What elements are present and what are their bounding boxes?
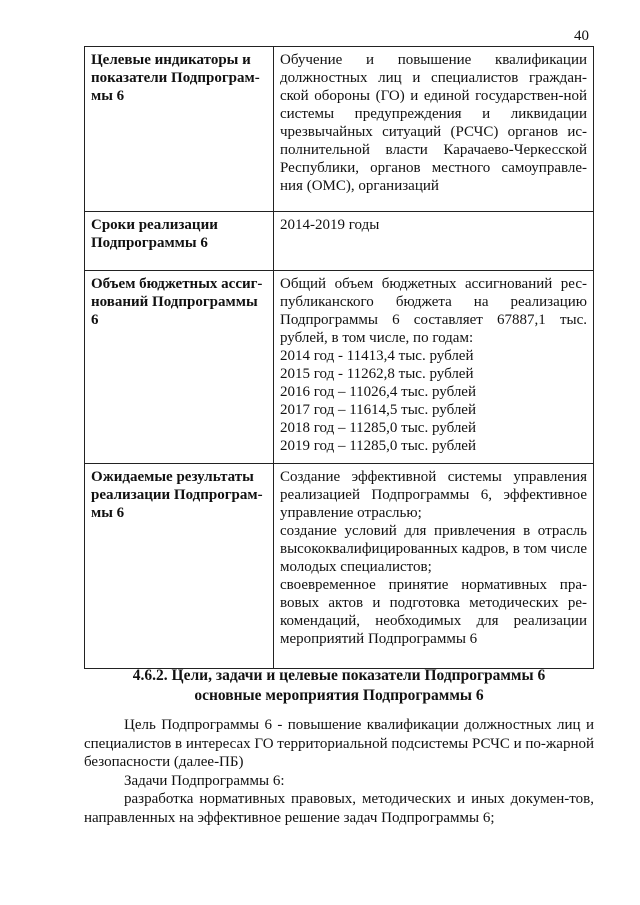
row-label-indicators: Целевые индикаторы и показатели Подпрограм-мы 6 [85, 47, 274, 212]
budget-year-line: 2017 год – 11614,5 тыс. рублей [280, 402, 476, 418]
budget-year-line: 2016 год – 11026,4 тыс. рублей [280, 384, 476, 400]
section-heading-line-2: основные мероприятия Подпрограммы 6 [194, 687, 484, 704]
row-value-timeframe: 2014-2019 годы [274, 212, 594, 271]
row-label-timeframe: Сроки реализации Подпрограммы 6 [85, 212, 274, 271]
subprogram-passport-table [84, 46, 594, 669]
page-number: 40 [574, 28, 589, 44]
row-label-budget: Объем бюджетных ассиг-нований Подпрограммы 6 [85, 271, 274, 464]
tasks-label: Задачи Подпрограммы 6: [124, 772, 285, 789]
table-row [85, 47, 594, 212]
section-heading [84, 666, 594, 706]
section-heading-line-1: 4.6.2. Цели, задачи и целевые показатели Подпрограммы 6 [132, 667, 546, 684]
result-item: Создание эффективной системы управления реализацией Подпрограммы 6, эффективное управление отраслью; [280, 469, 587, 521]
body-text [84, 716, 594, 827]
budget-year-line: 2014 год - 11413,4 тыс. рублей [280, 348, 474, 364]
task-paragraph: разработка нормативных правовых, методических и иных докумен-тов, направленных на эффективное решение задач Подпрограммы 6; [84, 791, 594, 826]
goal-paragraph: Цель Подпрограммы 6 - повышение квалификации должностных лиц и специалистов в интересах ГО территориальной подсистемы РСЧС и по-жарной безопасности (далее-ПБ) [84, 717, 594, 770]
budget-year-line: 2015 год - 11262,8 тыс. рублей [280, 366, 474, 382]
result-item: своевременное принятие нормативных пра-вовых актов и подготовка методических ре-комендаций, необходимых для реализации мероприятий Подпрограммы 6 [280, 577, 587, 647]
budget-year-line: 2019 год – 11285,0 тыс. рублей [280, 438, 476, 454]
table-row [85, 212, 594, 271]
budget-intro: Общий объем бюджетных ассигнований рес-публиканского бюджета на реализацию Подпрограммы 6 составляет 67887,1 тыс. рублей, в том числе, по годам: [280, 276, 587, 346]
table-row [85, 271, 594, 464]
result-item: создание условий для привлечения в отрасль высококвалифицированных кадров, в том числе молодых специалистов; [280, 523, 587, 575]
row-value-indicators: Обучение и повышение квалификации должностных лиц и специалистов граждан-ской обороны (ГО) и единой государствен-ной системы предупреждения и ликвидации чрезвычайных ситуаций (РСЧС) органов ис-полнительной власти Карачаево-Черкесской Республики, органов местного самоуправле-ния (ОМС), организаций [274, 47, 594, 212]
table-row [85, 464, 594, 669]
row-label-expected-results: Ожидаемые результаты реализации Подпрограм-мы 6 [85, 464, 274, 669]
row-value-expected-results [274, 464, 594, 669]
row-value-budget [274, 271, 594, 464]
budget-year-line: 2018 год – 11285,0 тыс. рублей [280, 420, 476, 436]
